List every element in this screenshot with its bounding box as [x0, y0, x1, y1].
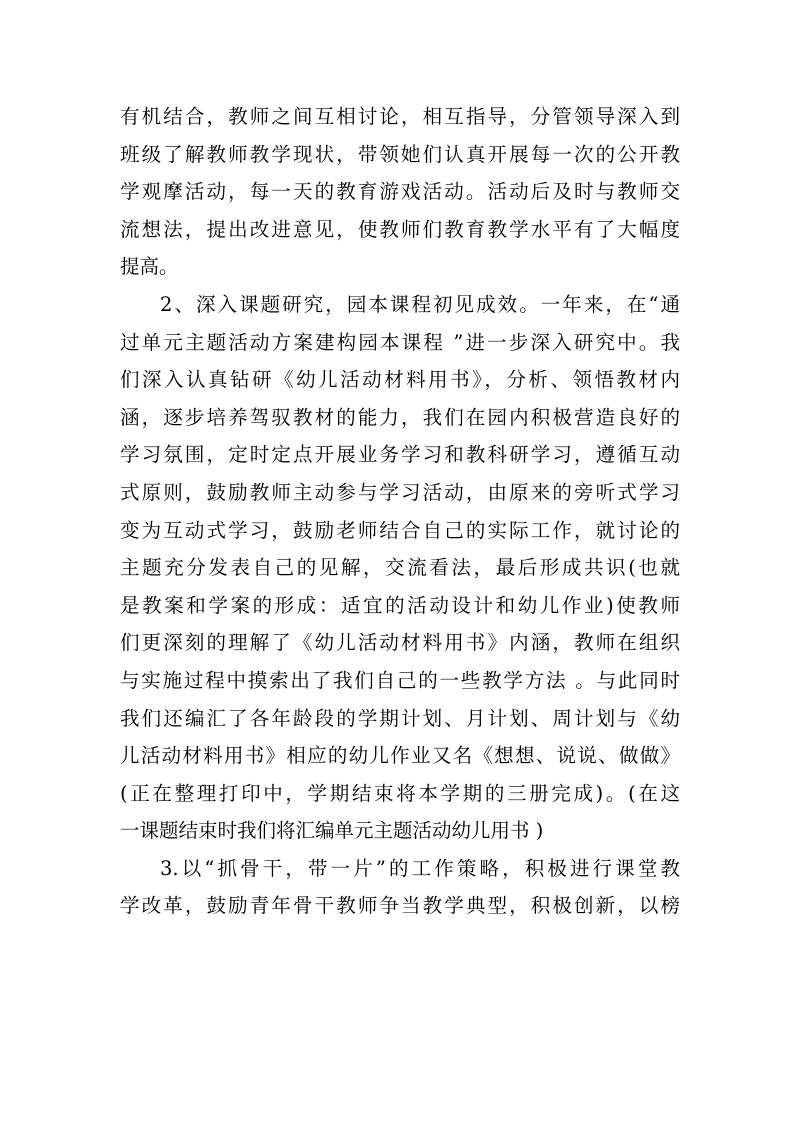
text-line: 过单元主题活动方案建构园本课程 ”进一步深入研究中。我 — [120, 330, 680, 354]
text-line: 们深入认真钻研《幼儿活动材料用书》，分析、领悟教材内 — [120, 368, 680, 392]
body-text — [120, 98, 680, 925]
text-line: 有机结合，教师之间互相讨论，相互指导，分管领导深入到 — [120, 105, 680, 128]
text-line: 与实施过程中摸索出了我们自己的一些教学方法 。与此同时 — [120, 668, 680, 692]
paragraph-3-first-line: 3.以“抓骨干，带一片”的工作策略，积极进行课堂教 — [160, 856, 680, 880]
text-line: 提高。 — [120, 255, 179, 279]
text-line: 学改革，鼓励青年骨干教师争当教学典型，积极创新，以榜 — [120, 894, 680, 918]
text-line: 们更深刻的理解了《幼儿活动材料用书》内涵，教师在组织 — [120, 631, 680, 655]
text-line: 学习氛围，定时定点开展业务学习和教科研学习，遵循互动 — [120, 443, 680, 467]
text-line: 儿活动材料用书》相应的幼儿作业又名《想想、说说、做做》 — [120, 744, 680, 768]
text-line: 流想法，提出改进意见，使教师们教育教学水平有了大幅度 — [120, 217, 680, 241]
text-line: 式原则，鼓励教师主动参与学习活动，由原来的旁听式学习 — [120, 480, 680, 504]
text-line: 班级了解教师教学现状，带领她们认真开展每一次的公开教 — [120, 142, 680, 166]
text-line: 变为互动式学习，鼓励老师结合自己的实际工作，就讨论的 — [120, 518, 680, 542]
text-line: 学观摩活动，每一天的教育游戏活动。活动后及时与教师交 — [120, 180, 680, 204]
text-line: 主题充分发表自己的见解，交流看法，最后形成共识(也就 — [120, 556, 680, 580]
text-line: 一课题结束时我们将汇编单元主题活动幼儿用书 ) — [120, 819, 544, 843]
text-line: 是教案和学案的形成：适宜的活动设计和幼儿作业)使教师 — [120, 593, 680, 617]
text-line: (正在整理打印中，学期结束将本学期的三册完成)。(在这 — [120, 781, 680, 805]
text-line: 我们还编汇了各年龄段的学期计划、月计划、周计划与《幼 — [120, 706, 680, 730]
text-line: 涵，逐步培养驾驭教材的能力，我们在园内积极营造良好的 — [120, 405, 680, 429]
paragraph-2-first-line: 2、深入课题研究，园本课程初见成效。一年来，在“通 — [160, 292, 680, 316]
